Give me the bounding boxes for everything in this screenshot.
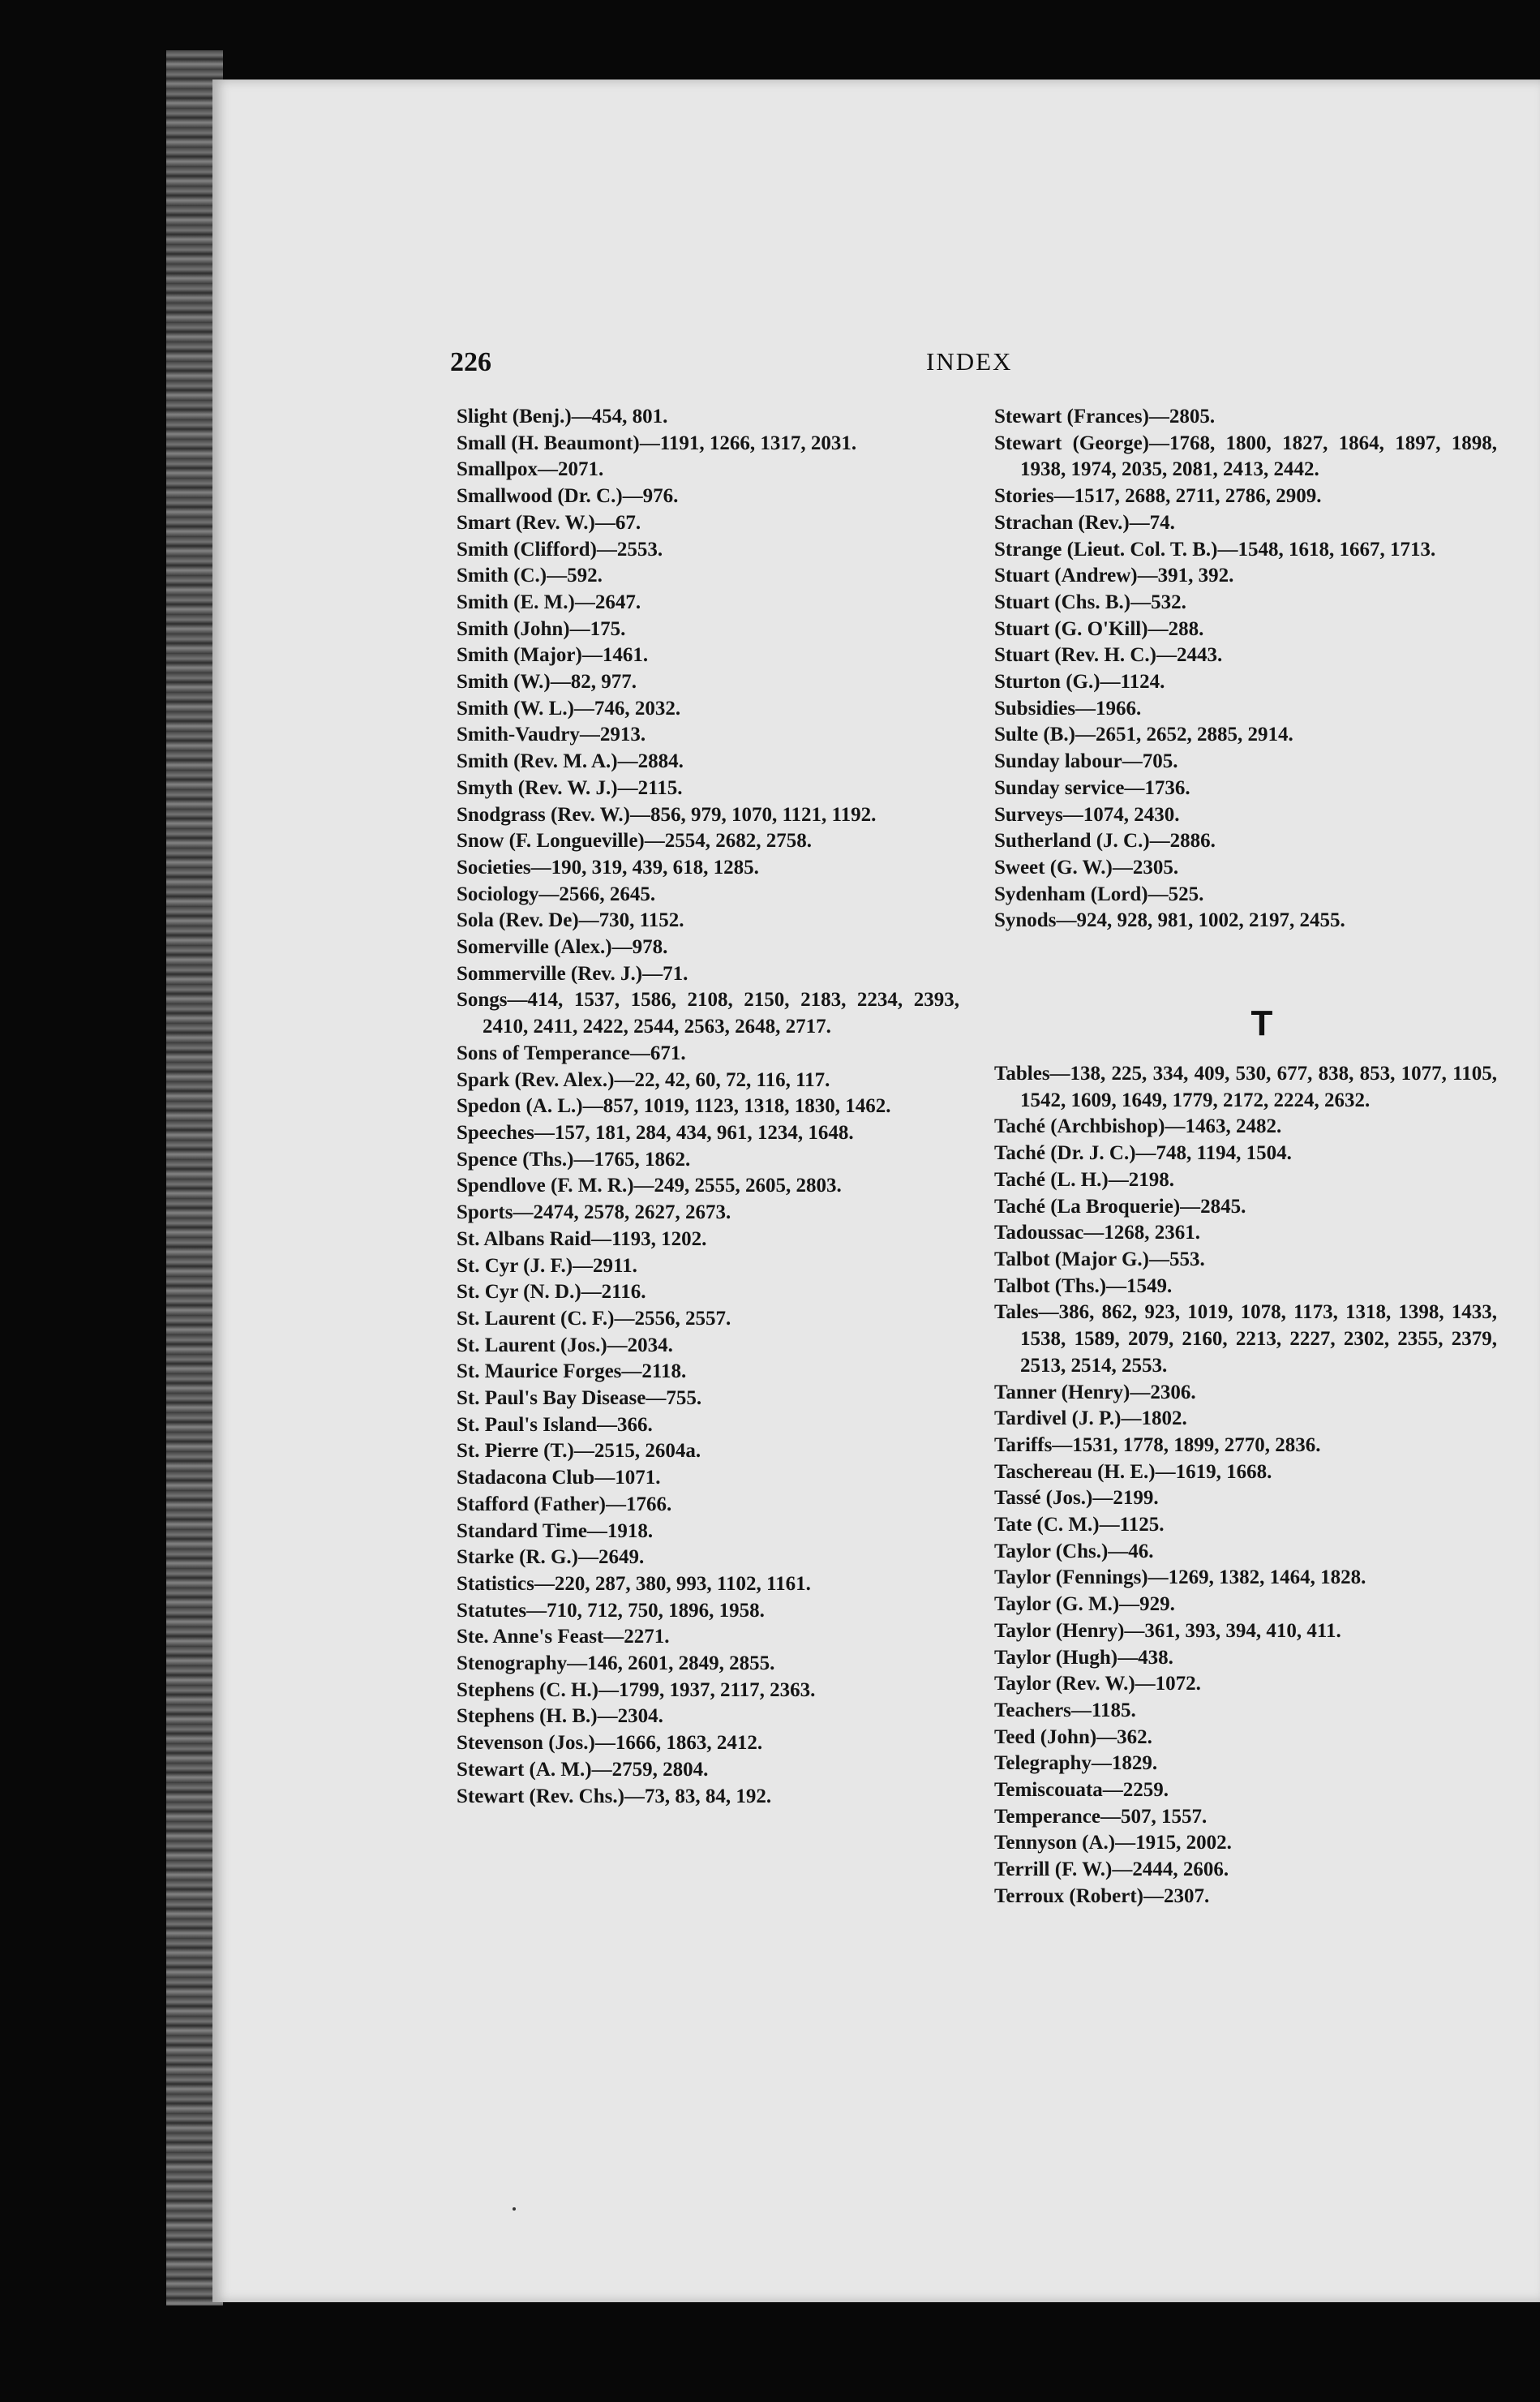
index-entry: Ste. Anne's Feast—2271. xyxy=(457,1626,670,1648)
index-entry: Smith (Rev. M. A.)—2884. xyxy=(457,750,684,773)
running-head: INDEX xyxy=(926,347,1013,376)
index-entry: Smallwood (Dr. C.)—976. xyxy=(457,485,679,508)
ink-speck xyxy=(513,2207,516,2211)
index-entry: Subsidies—1966. xyxy=(994,697,1142,720)
index-entry: St. Laurent (C. F.)—2556, 2557. xyxy=(457,1307,731,1330)
index-entry: St. Maurice Forges—2118. xyxy=(457,1360,687,1383)
index-entry: Terrill (F. W.)—2444, 2606. xyxy=(994,1858,1229,1881)
index-entry: Taché (Archbishop)—1463, 2482. xyxy=(994,1115,1282,1138)
index-entries-s xyxy=(994,404,1497,935)
index-entry: Snow (F. Longueville)—2554, 2682, 2758. xyxy=(457,830,813,853)
index-column-right xyxy=(994,404,1497,1910)
index-entry: Taylor (Chs.)—46. xyxy=(994,1540,1154,1562)
index-entry: Smith (W. L.)—746, 2032. xyxy=(457,697,681,720)
index-entry: Taché (L. H.)—2198. xyxy=(994,1168,1174,1191)
index-entry: Tardivel (J. P.)—1802. xyxy=(994,1407,1187,1430)
index-entry: Temiscouata—2259. xyxy=(994,1779,1169,1802)
index-entry: Tate (C. M.)—1125. xyxy=(994,1514,1165,1536)
index-entry: Sommerville (Rev. J.)—71. xyxy=(457,962,688,985)
index-entry: Sulte (B.)—2651, 2652, 2885, 2914. xyxy=(994,724,1293,746)
index-entries-t xyxy=(994,1061,1497,1910)
index-entry: Slight (Benj.)—454, 801. xyxy=(457,406,668,428)
index-entry: Stewart (George)—1768, 1800, 1827, 1864, 1897, 1898, 1938, 1974, 2035, 2081, 2413, 2442. xyxy=(994,432,1497,481)
index-entry: Teachers—1185. xyxy=(994,1699,1136,1721)
section-letter-t: T xyxy=(1250,1003,1273,1044)
index-entry: Strange (Lieut. Col. T. B.)—1548, 1618, 1667, 1713. xyxy=(994,538,1436,561)
index-entry: Surveys—1074, 2430. xyxy=(994,803,1180,826)
index-entry: Stuart (G. O'Kill)—288. xyxy=(994,617,1204,640)
index-entry: Stuart (Rev. H. C.)—2443. xyxy=(994,644,1223,667)
index-entry: Terroux (Robert)—2307. xyxy=(994,1884,1210,1907)
index-entry: Spendlove (F. M. R.)—249, 2555, 2605, 2803. xyxy=(457,1175,842,1197)
index-entry: Stephens (H. B.)—2304. xyxy=(457,1705,663,1728)
index-entry: Stadacona Club—1071. xyxy=(457,1467,661,1489)
index-entry: Stewart (Rev. Chs.)—73, 83, 84, 192. xyxy=(457,1785,772,1807)
index-entry: Telegraphy—1829. xyxy=(994,1752,1158,1775)
index-entry: Taché (La Broquerie)—2845. xyxy=(994,1195,1246,1218)
index-entry: Smallpox—2071. xyxy=(457,458,604,481)
index-entry: Synods—924, 928, 981, 1002, 2197, 2455. xyxy=(994,909,1345,932)
index-entry: Stephens (C. H.)—1799, 1937, 2117, 2363. xyxy=(457,1678,816,1701)
index-entry: St. Cyr (J. F.)—2911. xyxy=(457,1254,637,1277)
index-entry: Smyth (Rev. W. J.)—2115. xyxy=(457,776,683,799)
index-entry: Smith (John)—175. xyxy=(457,617,626,640)
index-entry: Tassé (Jos.)—2199. xyxy=(994,1487,1159,1510)
index-entry: Smith-Vaudry—2913. xyxy=(457,724,646,746)
index-entry: Smith (Major)—1461. xyxy=(457,644,649,667)
index-entry: Stories—1517, 2688, 2711, 2786, 2909. xyxy=(994,485,1322,508)
index-entry: Tanner (Henry)—2306. xyxy=(994,1381,1196,1403)
index-entry: St. Cyr (N. D.)—2116. xyxy=(457,1281,646,1304)
index-entry: Taylor (G. M.)—929. xyxy=(994,1593,1175,1616)
index-entry: Smith (C.)—592. xyxy=(457,565,603,587)
index-entry: Statistics—220, 287, 380, 993, 1102, 1161. xyxy=(457,1572,811,1595)
index-entry: Talbot (Ths.)—1549. xyxy=(994,1274,1173,1297)
index-entry: Sons of Temperance—671. xyxy=(457,1042,686,1064)
index-entry: St. Laurent (Jos.)—2034. xyxy=(457,1334,673,1356)
index-entry: Stafford (Father)—1766. xyxy=(457,1493,672,1515)
index-entry: Taschereau (H. E.)—1619, 1668. xyxy=(994,1460,1272,1483)
index-entry: Taylor (Fennings)—1269, 1382, 1464, 1828. xyxy=(994,1566,1366,1589)
index-entry: Tennyson (A.)—1915, 2002. xyxy=(994,1832,1232,1854)
index-entry: Songs—414, 1537, 1586, 2108, 2150, 2183, 2234, 2393, 2410, 2411, 2422, 2544, 2563, 2648, 2717. xyxy=(457,989,959,1038)
index-entry: St. Paul's Island—366. xyxy=(457,1413,653,1436)
index-entry: Sociology—2566, 2645. xyxy=(457,883,656,905)
index-entry: Temperance—507, 1557. xyxy=(994,1805,1208,1828)
index-entry: Sutherland (J. C.)—2886. xyxy=(994,830,1216,853)
index-entry: Stenography—146, 2601, 2849, 2855. xyxy=(457,1652,775,1675)
index-entry: Smith (Clifford)—2553. xyxy=(457,538,663,561)
index-entry: Taylor (Rev. W.)—1072. xyxy=(994,1673,1201,1695)
index-entry: Stuart (Andrew)—391, 392. xyxy=(994,565,1234,587)
index-entry: Sunday labour—705. xyxy=(994,750,1178,773)
index-entry: Taylor (Hugh)—438. xyxy=(994,1646,1173,1669)
index-entry: Tariffs—1531, 1778, 1899, 2770, 2836. xyxy=(994,1433,1321,1456)
index-entry: Sturton (G.)—1124. xyxy=(994,671,1165,694)
index-entry: Strachan (Rev.)—74. xyxy=(994,511,1175,534)
index-entry: Stevenson (Jos.)—1666, 1863, 2412. xyxy=(457,1732,763,1755)
index-entry: Sports—2474, 2578, 2627, 2673. xyxy=(457,1201,731,1224)
index-entry: Sola (Rev. De)—730, 1152. xyxy=(457,909,684,932)
index-entry: Taché (Dr. J. C.)—748, 1194, 1504. xyxy=(994,1142,1292,1165)
index-entry: Talbot (Major G.)—553. xyxy=(994,1248,1205,1270)
index-entry: St. Paul's Bay Disease—755. xyxy=(457,1387,702,1410)
index-entry: Standard Time—1918. xyxy=(457,1519,654,1542)
index-entry: Speeches—157, 181, 284, 434, 961, 1234, 1648. xyxy=(457,1121,854,1144)
index-entry: Small (H. Beaumont)—1191, 1266, 1317, 2031. xyxy=(457,432,857,454)
index-entry: Sunday service—1736. xyxy=(994,776,1190,799)
index-entry: St. Pierre (T.)—2515, 2604a. xyxy=(457,1440,701,1463)
index-entry: Snodgrass (Rev. W.)—856, 979, 1070, 1121, 1192. xyxy=(457,803,877,826)
page-number: 226 xyxy=(450,347,491,377)
index-entry: Spence (Ths.)—1765, 1862. xyxy=(457,1148,691,1171)
index-entry: Somerville (Alex.)—978. xyxy=(457,936,668,959)
index-entry: Spark (Rev. Alex.)—22, 42, 60, 72, 116, 117. xyxy=(457,1068,830,1091)
index-entry: Sydenham (Lord)—525. xyxy=(994,883,1204,905)
index-entry: Stewart (A. M.)—2759, 2804. xyxy=(457,1758,709,1781)
index-entry: Stewart (Frances)—2805. xyxy=(994,406,1216,428)
index-entry: Societies—190, 319, 439, 618, 1285. xyxy=(457,856,759,879)
index-entry: Starke (R. G.)—2649. xyxy=(457,1546,645,1569)
index-entry: Taylor (Henry)—361, 393, 394, 410, 411. xyxy=(994,1619,1341,1642)
index-entry: Smith (W.)—82, 977. xyxy=(457,671,637,694)
index-column-left xyxy=(457,404,959,1810)
index-entry: Tales—386, 862, 923, 1019, 1078, 1173, 1318, 1398, 1433, 1538, 1589, 2079, 2160, 2213, 2227, 2302, 2355, 2379, 2513, 2514, 2553. xyxy=(994,1301,1497,1377)
index-entry: Sweet (G. W.)—2305. xyxy=(994,856,1179,879)
index-entry: St. Albans Raid—1193, 1202. xyxy=(457,1227,707,1250)
index-entry: Teed (John)—362. xyxy=(994,1725,1152,1748)
index-entry: Smith (E. M.)—2647. xyxy=(457,591,641,613)
index-entry: Statutes—710, 712, 750, 1896, 1958. xyxy=(457,1599,765,1622)
index-entry: Tables—138, 225, 334, 409, 530, 677, 838, 853, 1077, 1105, 1542, 1609, 1649, 1779, 2172, 2224, 2632. xyxy=(994,1063,1497,1111)
index-entry: Tadoussac—1268, 2361. xyxy=(994,1222,1200,1244)
index-entry: Stuart (Chs. B.)—532. xyxy=(994,591,1186,613)
index-entry: Smart (Rev. W.)—67. xyxy=(457,511,641,534)
index-entry: Spedon (A. L.)—857, 1019, 1123, 1318, 1830, 1462. xyxy=(457,1095,891,1118)
